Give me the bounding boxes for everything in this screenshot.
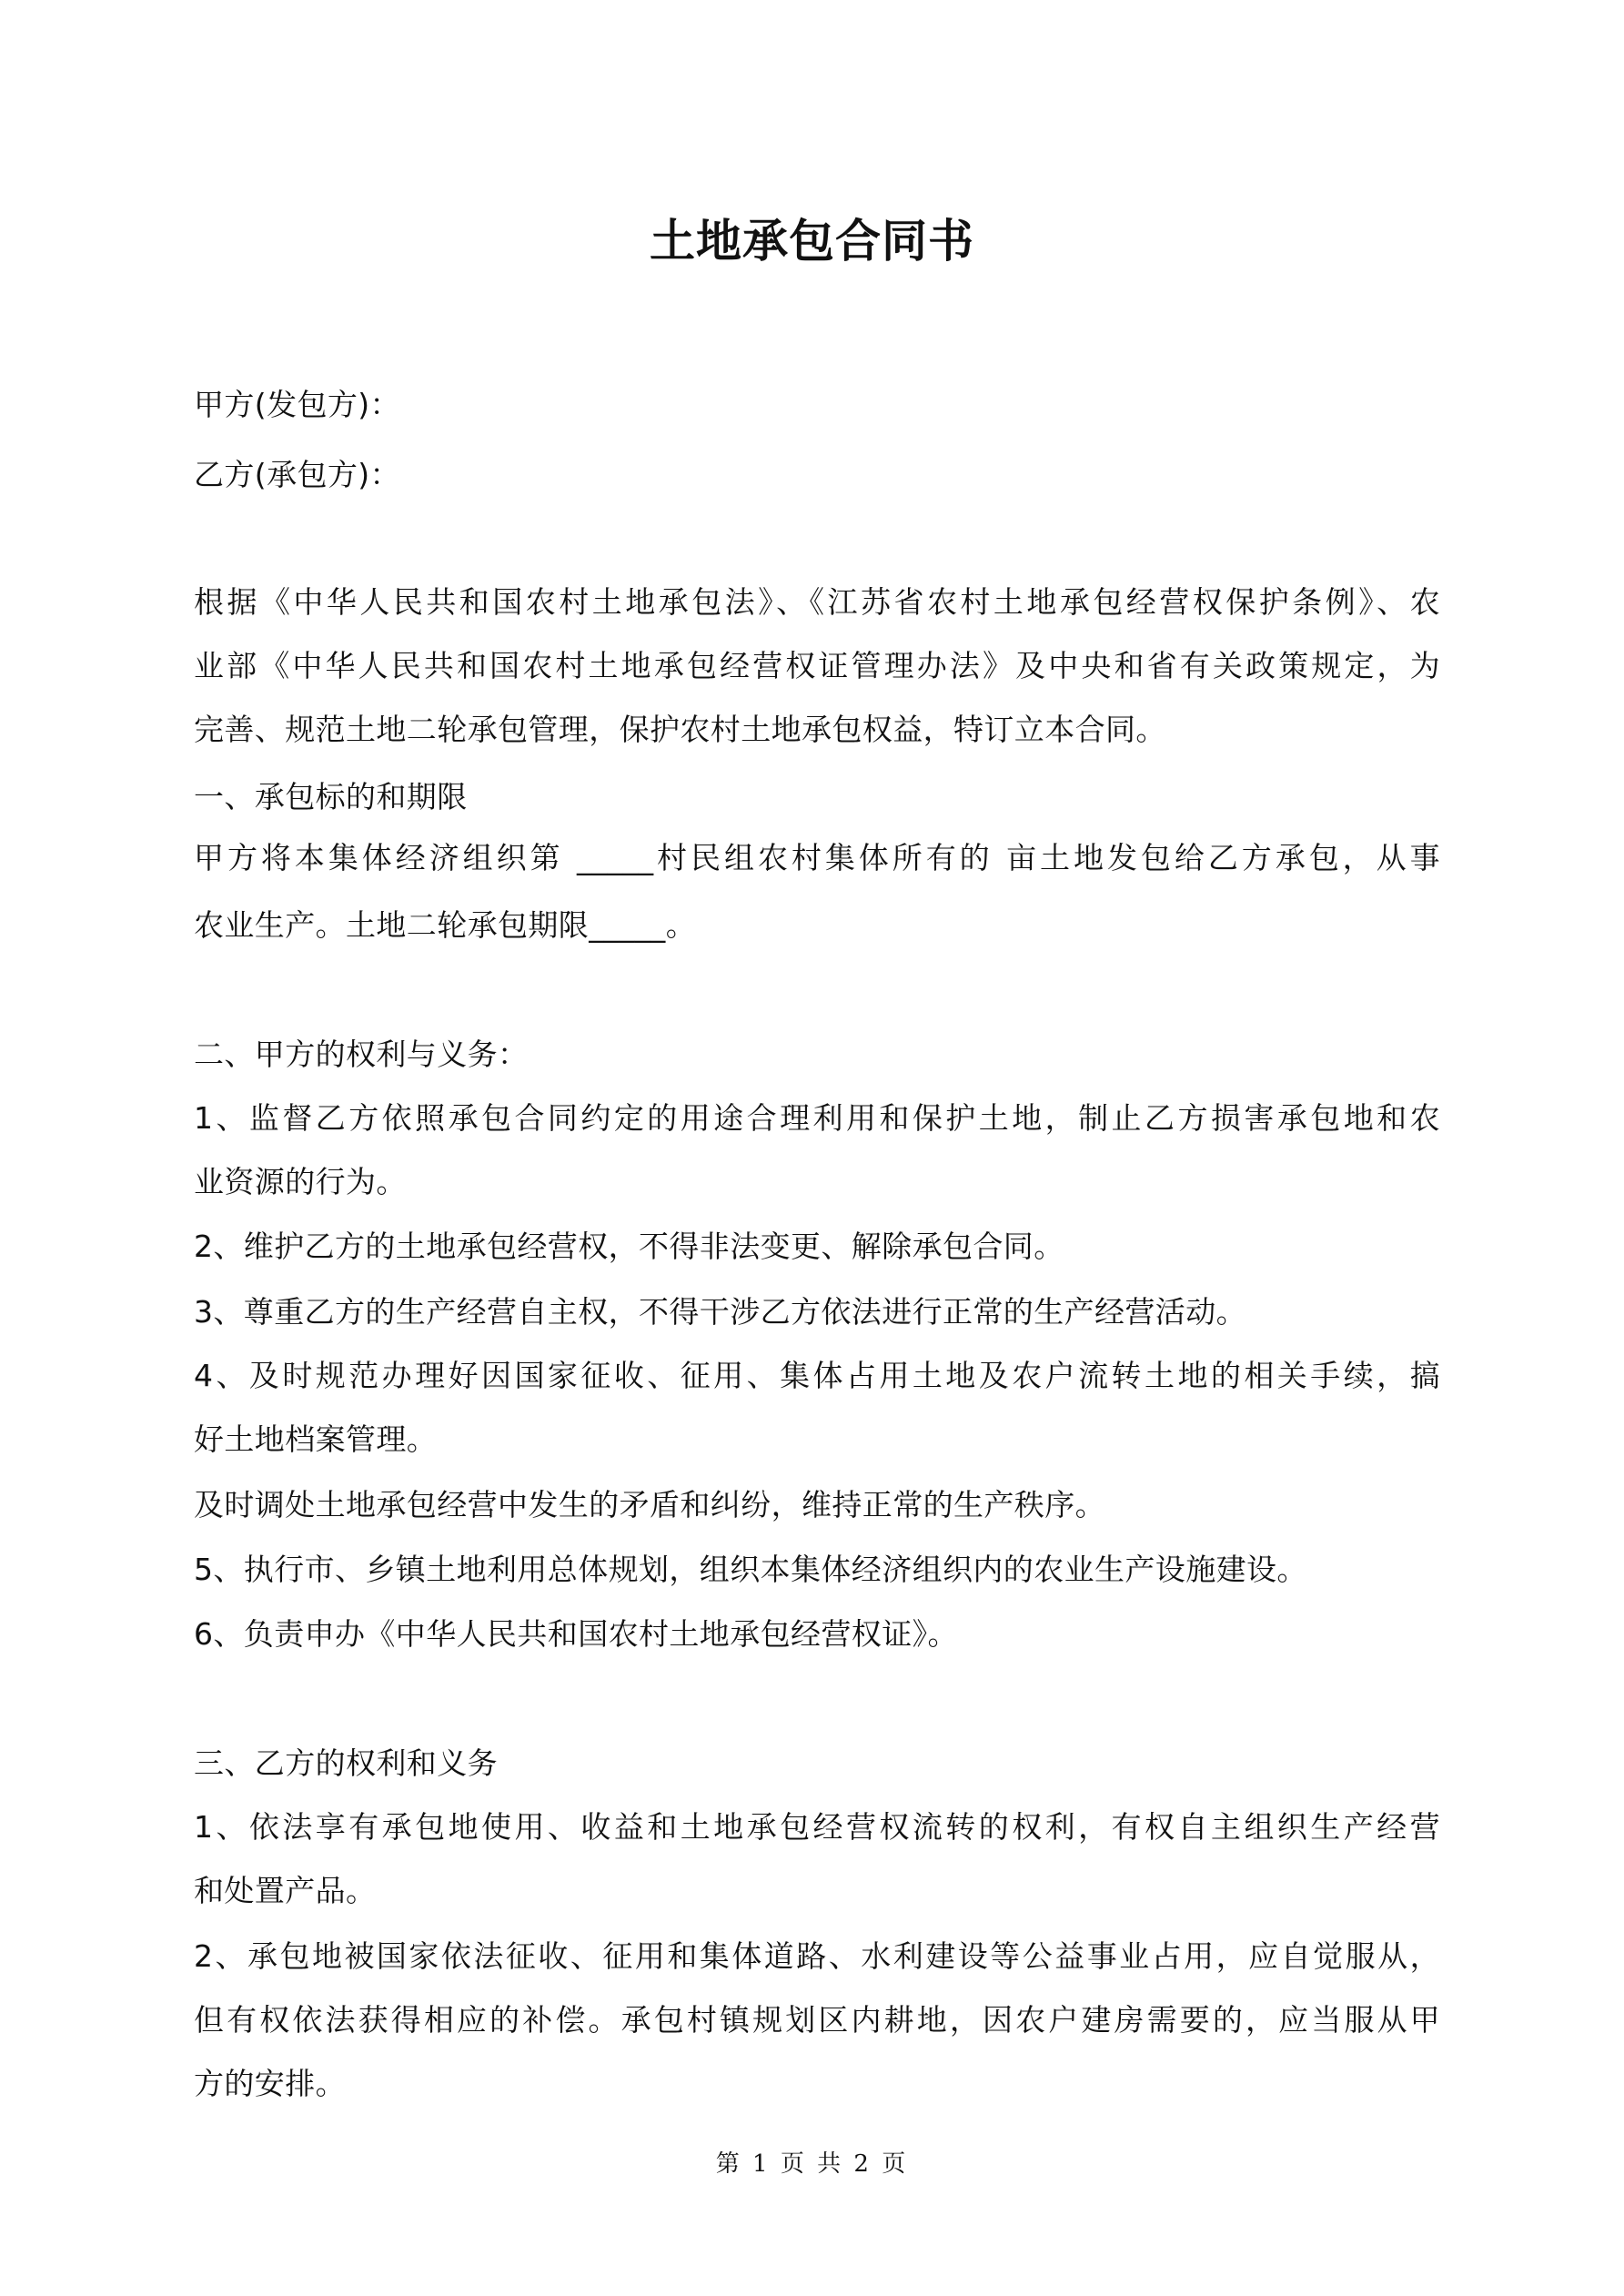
section-line: 业资源的行为。	[194, 1164, 407, 1199]
section-line: 2、承包地被国家依法征收、征用和集体道路、水利建设等公益事业占用，应自觉服从，	[194, 1938, 1440, 1974]
section-line: 2、维护乙方的土地承包经营权，不得非法变更、解除承包合同。	[194, 1229, 1064, 1264]
section-line: 5、执行市、乡镇土地利用总体规划，组织本集体经济组织内的农业生产设施建设。	[194, 1552, 1307, 1587]
section-line: 6、负责申办《中华人民共和国农村土地承包经营权证》。	[194, 1616, 958, 1652]
party-b-label: 乙方(承包方)：	[194, 457, 400, 492]
section-line: 和处置产品。	[194, 1873, 377, 1908]
preamble-line: 根据《中华人民共和国农村土地承包法》、《江苏省农村土地承包经营权保护条例》、农	[194, 584, 1440, 620]
section-heading: 三、乙方的权利和义务	[194, 1745, 498, 1781]
preamble-line: 业部《中华人民共和国农村土地承包经营权证管理办法》及中央和省有关政策规定，为	[194, 648, 1440, 683]
preamble-line: 完善、规范土地二轮承包管理，保护农村土地承包权益，特订立本合同。	[194, 712, 1166, 747]
section-line: 方的安排。	[194, 2066, 346, 2101]
section-line: 好土地档案管理。	[194, 1421, 438, 1457]
section-line: 农业生产。土地二轮承包期限_____。	[194, 907, 697, 943]
section-line: 1、监督乙方依照承包合同约定的用途合理利用和保护土地，制止乙方损害承包地和农	[194, 1100, 1440, 1136]
section-heading: 二、甲方的权利与义务：	[194, 1037, 529, 1072]
section-line: 但有权依法获得相应的补偿。承包村镇规划区内耕地，因农户建房需要的，应当服从甲	[194, 2002, 1440, 2038]
section-line: 甲方将本集体经济组织第 _____村民组农村集体所有的 亩土地发包给乙方承包，从事	[194, 840, 1440, 875]
section-line: 3、尊重乙方的生产经营自主权，不得干涉乙方依法进行正常的生产经营活动。	[194, 1294, 1246, 1330]
document-title: 土地承包合同书	[650, 214, 974, 268]
page-number-footer: 第 1 页 共 2 页	[715, 2150, 909, 2178]
party-a-label: 甲方(发包方)：	[194, 387, 400, 422]
section-line: 4、及时规范办理好因国家征收、征用、集体占用土地及农户流转土地的相关手续，搞	[194, 1358, 1440, 1393]
section-line: 1、依法享有承包地使用、收益和土地承包经营权流转的权利，有权自主组织生产经营	[194, 1809, 1440, 1845]
section-heading: 一、承包标的和期限	[194, 779, 468, 814]
section-line: 及时调处土地承包经营中发生的矛盾和纠纷，维持正常的生产秩序。	[194, 1487, 1105, 1522]
